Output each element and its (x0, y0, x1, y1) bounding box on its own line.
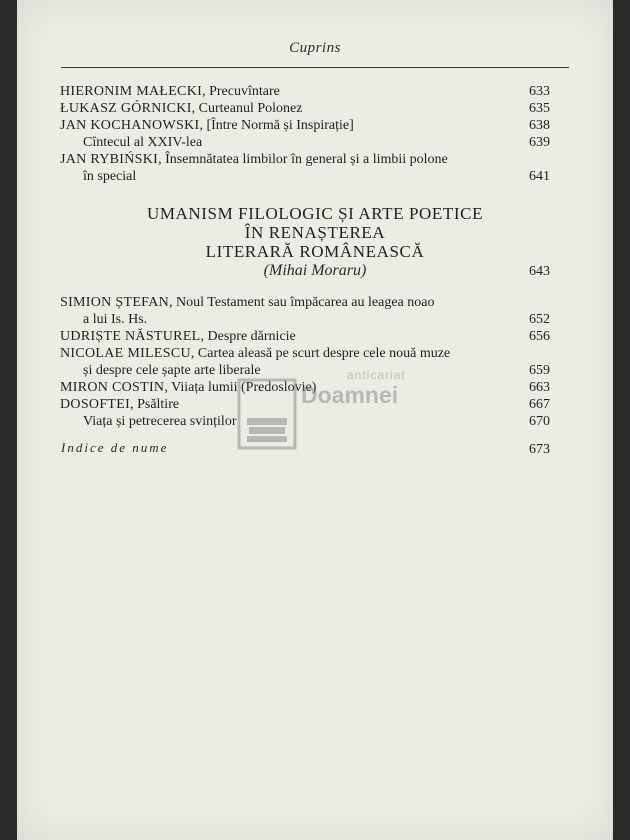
entry-author: JAN RYBIŃSKI (60, 152, 159, 167)
entry-author: NICOLAE MILESCU (60, 346, 191, 361)
entry-title: Despre dărnicie (207, 329, 296, 344)
entry-author: JAN KOCHANOWSKI (60, 118, 200, 133)
toc-entry: HIERONIM MAŁECKI, Precuvîntare 633 (60, 84, 550, 99)
entry-author: ŁUKASZ GÓRNICKI (60, 101, 192, 116)
entry-author: UDRIȘTE NĂSTUREL (60, 329, 201, 344)
entry-title: Precuvîntare (209, 84, 280, 99)
header-rule (61, 67, 569, 68)
section-page: 643 (529, 264, 550, 279)
entry-title: [Între Normă și Inspirație] (206, 118, 354, 133)
entry-title: Curteanul Polonez (198, 101, 303, 116)
entry-author: HIERONIM MAŁECKI (60, 84, 203, 99)
watermark-small-text: anticariat (347, 368, 406, 382)
entry-page: 639 (529, 135, 550, 150)
entry-page: 667 (529, 397, 550, 412)
entry-page: 638 (529, 118, 550, 133)
index-label: Indice de nume (61, 440, 169, 455)
book-page (17, 0, 613, 840)
entry-author: SIMION ȘTEFAN (60, 295, 170, 310)
entry-title: Viiața lumii (Predoslovie) (171, 380, 317, 395)
toc-entry: SIMION ȘTEFAN, Noul Testament sau împăcarea au leagea noao a lui Is. Hs. 652 (60, 295, 550, 327)
entry-title: Psăltire (137, 397, 180, 412)
books-icon (237, 378, 297, 450)
entry-title: Însemnătatea limbilor în general și a limbii polone (165, 152, 448, 167)
index-page: 673 (529, 442, 550, 457)
entry-author: DOSOFTEI (60, 397, 131, 412)
entry-title: Cartea aleasă pe scurt despre cele nouă muze (197, 346, 451, 361)
entry-title: Cîntecul al XXIV-lea (83, 135, 203, 150)
entry-author: MIRON COSTIN (60, 380, 165, 395)
section-heading-line3: LITERARĂ ROMÂNEASCĂ (205, 242, 425, 261)
entry-page: 656 (529, 329, 550, 344)
section-subtitle: (Mihai Moraru) (263, 262, 367, 279)
toc-entry: JAN RYBIŃSKI, Însemnătatea limbilor în general și a limbii polone în special 641 (60, 152, 550, 184)
watermark-big-text: Doamnei (301, 382, 399, 408)
entry-page: 670 (529, 414, 550, 429)
entry-page: 641 (529, 169, 550, 184)
toc-entry (83, 134, 550, 151)
entry-page: 633 (529, 84, 550, 99)
entry-title: Noul Testament sau împăcarea au leagea noao (176, 295, 435, 310)
toc-entry: ŁUKASZ GÓRNICKI, Curteanul Polonez 635 (60, 101, 550, 116)
watermark (237, 360, 427, 460)
entry-title: Viața și petrecerea svinților (83, 414, 237, 429)
entry-page: 652 (529, 312, 550, 327)
entry-page: 663 (529, 380, 550, 395)
toc-entry: MIRON COSTIN, Viiața lumii (Predoslovie) 663 (60, 380, 550, 395)
toc-entry: DOSOFTEI, Psăltire 667 (60, 397, 550, 412)
toc-entry: JAN KOCHANOWSKI, [Între Normă și Inspirație] 638 (60, 118, 550, 133)
toc-entry: NICOLAE MILESCU, Cartea aleasă pe scurt despre cele nouă muze și despre cele șapte arte liberale 659 (60, 346, 550, 378)
entry-title-continuation: a lui Is. Hs. (83, 312, 148, 327)
toc-entry: UDRIȘTE NĂSTUREL, Despre dărnicie 656 (60, 329, 550, 344)
entry-page: 635 (529, 101, 550, 116)
section-heading-line1: UMANISM FILOLOGIC ȘI ARTE POETICE (146, 204, 484, 223)
page-header: Cuprins (289, 40, 341, 56)
entry-title-continuation: în special (83, 169, 137, 184)
entry-page: 659 (529, 363, 550, 378)
entry-title-continuation: și despre cele șapte arte liberale (83, 363, 261, 378)
section-heading-line2: ÎN RENAȘTEREA (244, 223, 386, 242)
